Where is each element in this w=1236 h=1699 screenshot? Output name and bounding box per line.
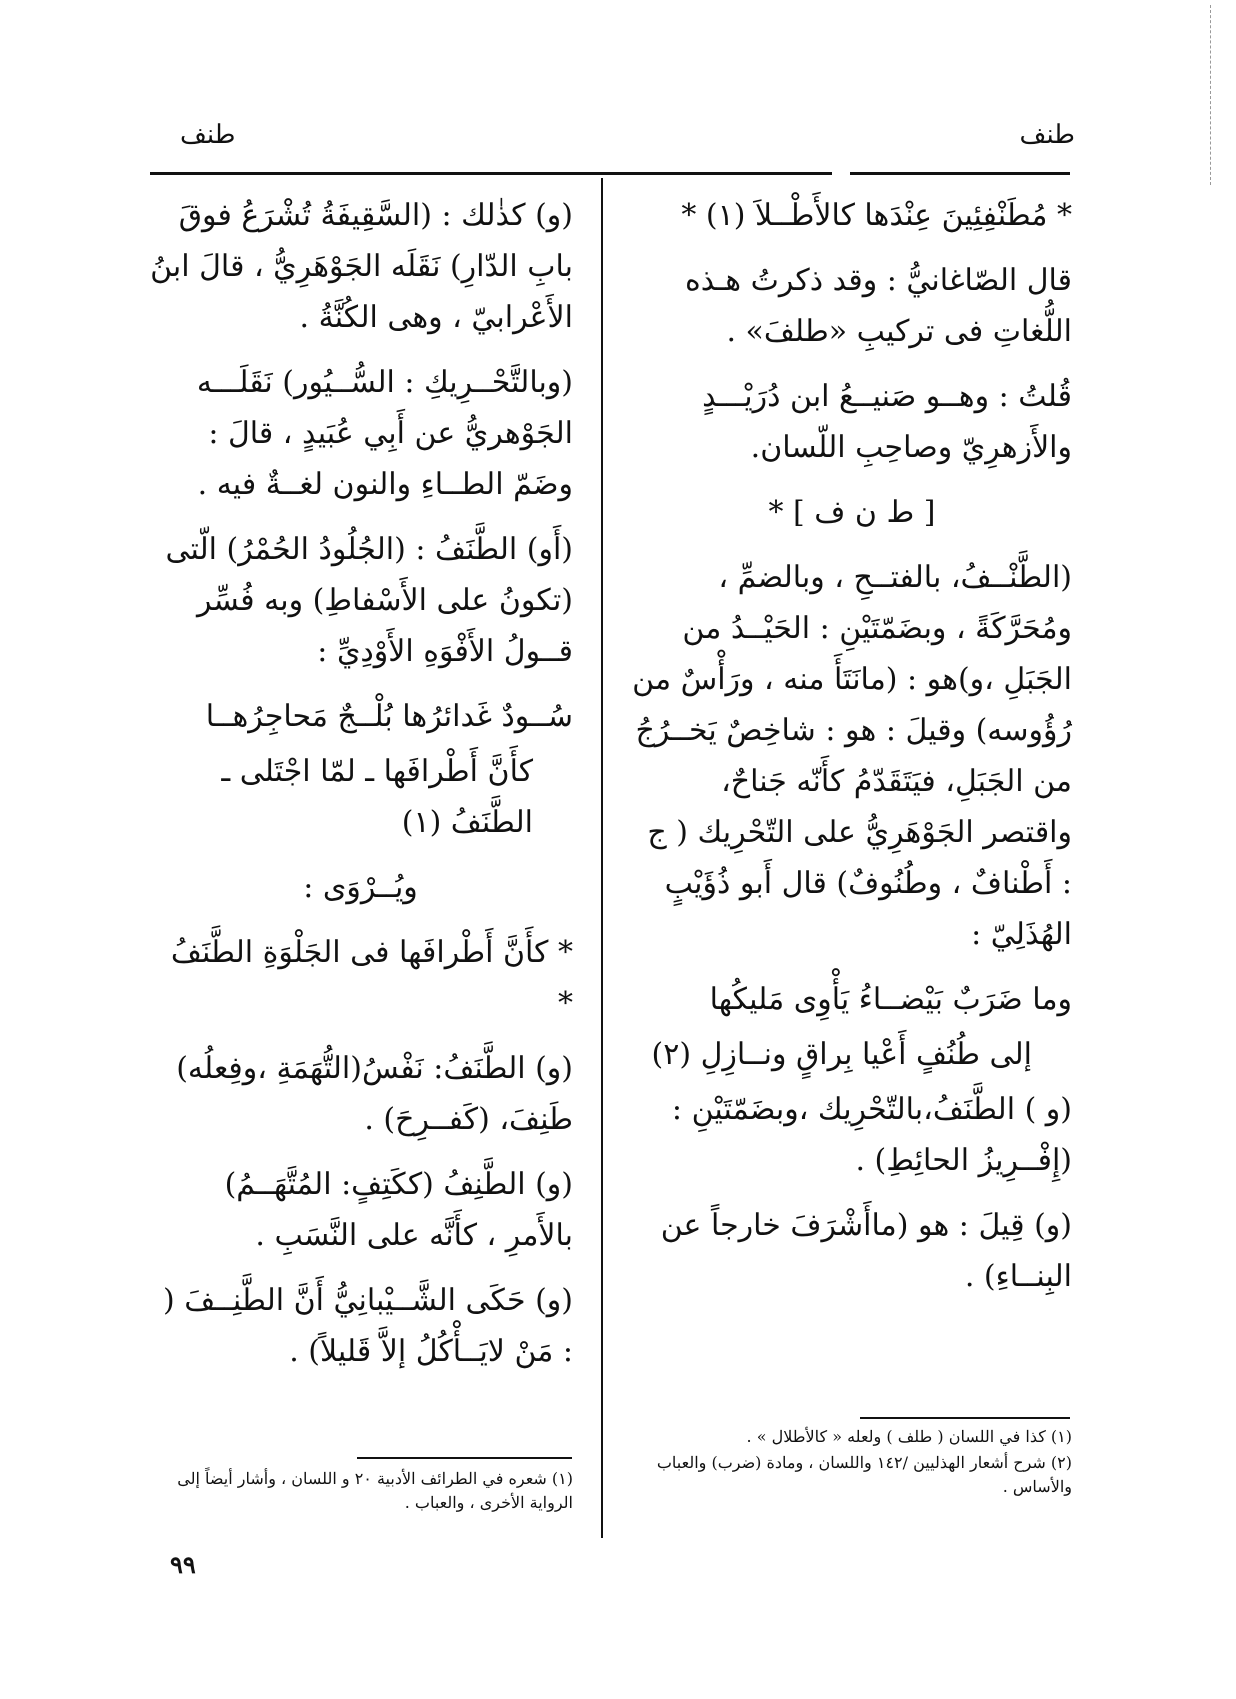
verse-line: وما ضَرَبٌ بَيْضــاءُ يَأْوِى مَليكُها — [709, 982, 1072, 1017]
paragraph: قُلتُ : وهــو صَنيــعُ ابن دُرَيْـــدٍ والأَزهرِيّ وصاحِبِ اللّسان. — [702, 379, 1072, 465]
verse-line: * كأَنَّ أَطْرافَها فى الجَلْوَةِ الطَّنَفُ * — [170, 935, 573, 1021]
verse-line: * مُطَنْفِئِينَ عِنْدَها كالأَطْــلاَ (١) * — [681, 198, 1072, 233]
paragraph: (و) الطَّنِفُ (ككَتِفٍ: المُتَّهَــمُ) بالأَمرِ ، كأَنَّه على النَّسَبِ . — [224, 1167, 573, 1253]
paragraph: (و) الطَّنَفُ: نَفْسُ(التُّهَمَةِ ،وفِعلُه) طَنِفَ، (كَفــرِحَ) . — [176, 1051, 573, 1137]
paragraph: (و ) الطَّنَفُ،بالتّحْرِيك ،وبضَمّتَيْنِ : (إِفْــرِيزُ الحائِطِ) . — [671, 1092, 1072, 1178]
scan-edge-mark — [1210, 5, 1211, 185]
running-header-left: طنف — [180, 120, 236, 150]
footnote-rule-left — [357, 1457, 572, 1459]
left-column — [148, 190, 573, 1391]
verse-line: إلى طُنُفٍ أَعْيا بِراقٍ ونــازِلِ (٢) — [651, 1037, 1032, 1072]
footnote: (١) شعره في الطرائف الأدبية ٢٠ و اللسان ، وأشار أيضاً إلى الرواية الأخرى ، والعباب . — [177, 1469, 573, 1512]
verse-line: سُــودٌ غَدائرُها بُلْــجٌ مَحاجِرُهــا — [205, 699, 573, 734]
footnotes-right — [632, 1425, 1072, 1501]
paragraph: (وبالتَّحْــرِيكِ : السُّــيُور) نَقَلَـــه الجَوْهريُّ عن أَبِي عُبَيدٍ ، قالَ : وضَمّ الطــاءِ والنون لغــةٌ فيه . — [196, 365, 573, 502]
paragraph: (الطَّنْــفُ، بالفتــحِ ، وبالضمِّ ، ومُحَرَّكَةً ، وبضَمّتَيْنِ : الحَيْــدُ من الجَبَلِ ،و)هو : (مانَتَأَ منه ، ورَأْسٌ من رُؤُوسه) وقيلَ : هو : شاخِصٌ يَخــرُجُ من الجَبَلِ، فيَتَقَدّمُ كأَنّه جَناحٌ، واقتصر الجَوْهَرِيُّ على التّحْرِيك ( ج : أَطْنافٌ ، وطُنُوفٌ) قال أَبو ذُؤَيْبٍ الهُذَلِيّ : — [632, 560, 1072, 952]
header-rule-gap — [832, 170, 850, 176]
header-rule — [150, 172, 1070, 175]
footnote: (١) كذا في اللسان ( طلف ) ولعله « كالأطلال » . — [746, 1427, 1072, 1446]
verse-line: كأَنَّ أَطْرافَها ـ لمّا اجْتَلى ـ الطَّنَفُ (١) — [221, 754, 533, 840]
running-header-right: طنف — [1019, 120, 1075, 150]
footnotes-left — [148, 1467, 573, 1517]
page-number: ٩٩ — [170, 1550, 196, 1579]
paragraph: قال الصّاغانيُّ : وقد ذكرتُ هـذه اللُّغاتِ فى تركيبِ «طلفَ» . — [685, 263, 1072, 349]
footnote-rule-right — [860, 1417, 1070, 1419]
paragraph: (و) كذٰلك : (السَّقِيفَةُ تُشْرَعُ فوقَ بابِ الدّارِ) نَقَلَه الجَوْهَرِيُّ ، قالَ ابنُ الأَعْرابيّ ، وهى الكُنَّةُ . — [150, 198, 573, 335]
right-column — [632, 190, 1072, 1316]
column-divider — [601, 178, 603, 1538]
entry-root-heading: [ ط ن ف ] * — [768, 495, 936, 530]
paragraph: (أَو) الطَّنَفُ : (الجُلُودُ الحُمْرُ) الّتى (تكونُ على الأَسْفاطِ) وبه فُسِّر قــولُ الأَفْوَهِ الأَوْدِيِّ : — [165, 532, 573, 669]
paragraph: (و) حَكَى الشَّــيْبانِيُّ أَنَّ الطَّنِــفَ ( : مَنْ لايَــأْكُلُ إلاَّ قَليلاً) . — [163, 1283, 573, 1369]
footnote: (٢) شرح أشعار الهذليين /١٤٢ واللسان ، ومادة (ضرب) والعباب والأساس . — [656, 1453, 1072, 1496]
paragraph: (و) قِيلَ : هو (ماأَشْرَفَ خارجاً عن البِنــاءِ) . — [660, 1208, 1072, 1294]
variant-label: ويُــرْوَى : — [303, 870, 418, 905]
